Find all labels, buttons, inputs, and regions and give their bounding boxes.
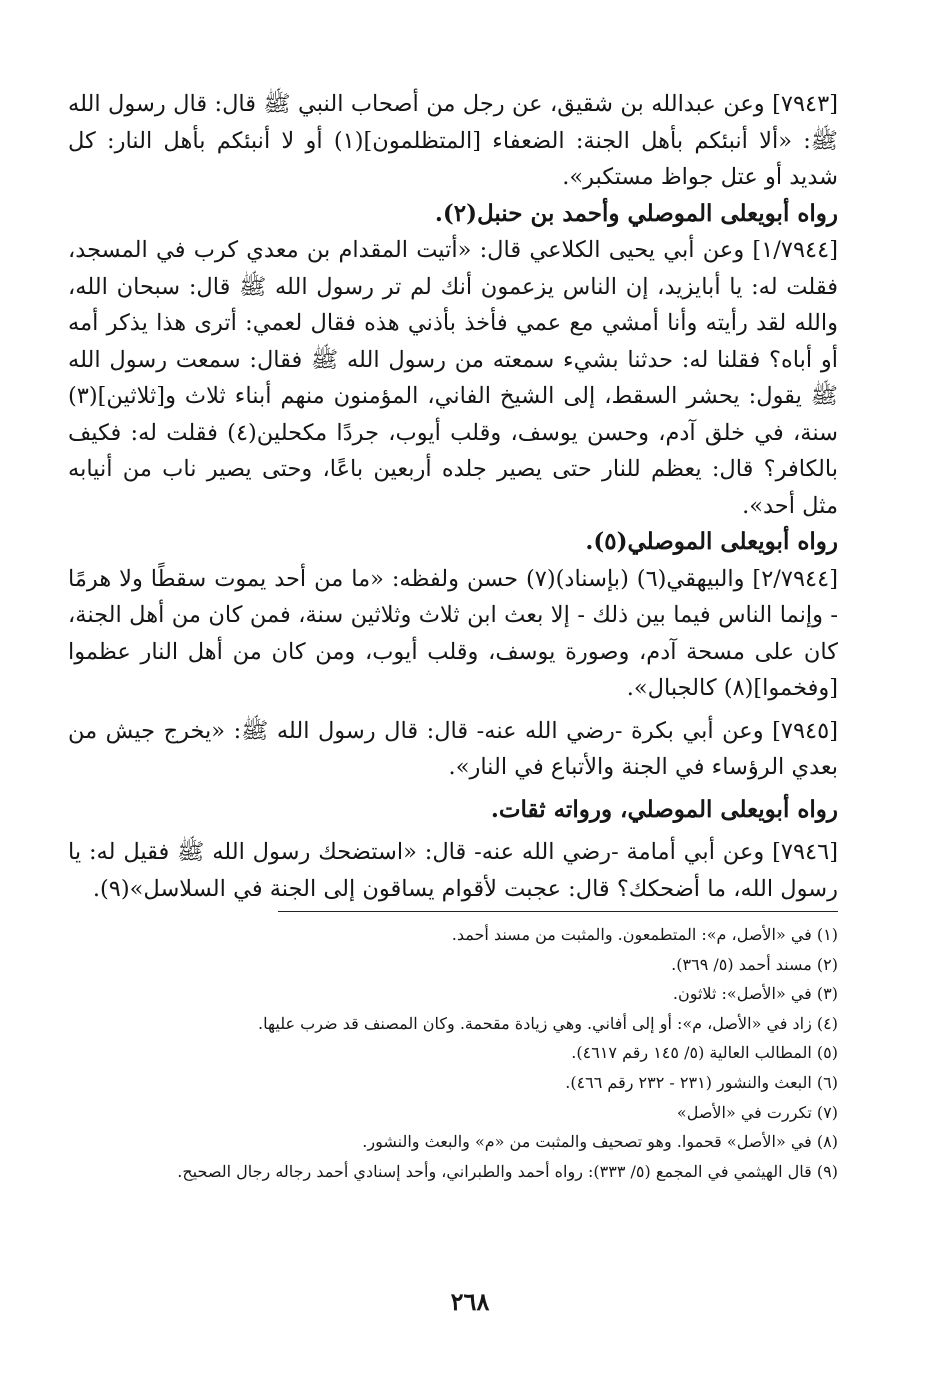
footnote-4: (٤) زاد في «الأصل، م»: أو إلى أفاني. وهي زيادة مقحمة. وكان المصنف قد ضرب عليها. (258, 1013, 838, 1033)
hadith-7944-2-text: [٢/٧٩٤٤] والبيهقي(٦) (بإسناد)(٧) حسن ولفظه: «ما من أحد يموت سقطًا ولا هرمًا - وإنما الناس فيما بين ذلك - إلا بعث ابن ثلاث وثلاثين سنة، فمن كان من أهل الجنة، كان على مسحة آدم، وصورة يوسف، وقلب أيوب، ومن كان من أهل النار عظموا [وفخموا](٨) كالجبال». (68, 565, 838, 701)
page-body (68, 86, 838, 1186)
footnote-separator (278, 911, 838, 912)
hadith-7944-1-text: [١/٧٩٤٤] وعن أبي يحيى الكلاعي قال: «أتيت المقدام بن معدي كرب في المسجد، فقلت له: يا أبايزيد، إن الناس يزعمون أنك لم تر رسول الله ﷺ قال: سبحان الله، والله لقد رأيته وأنا أمشي مع عمي فأخذ بأذني هذه فقال لعمي: أترى هذا يذكر أمه أو أباه؟ فقلنا له: حدثنا بشيء سمعته من رسول الله ﷺ فقال: سمعت رسول الله ﷺ يقول: يحشر السقط، إلى الشيخ الفاني، المؤمنون منهم أبناء ثلاث و[ثلاثين](٣) سنة، في خلق آدم، وحسن يوسف، وقلب أيوب، جردًا مكحلين(٤) فقلت له: فكيف بالكافر؟ قال: يعظم للنار حتى يصير جلده أربعين باعًا، وحتى يصير ناب من أنيابه مثل أحد». (68, 237, 838, 519)
footnote-7: (٧) تكررت في «الأصل» (676, 1102, 838, 1122)
hadith-7946-text: [٧٩٤٦] وعن أبي أمامة -رضي الله عنه- قال: «استضحك رسول الله ﷺ فقيل له: يا رسول الله، ما أضحكك؟ قال: عجبت لأقوام يساقون إلى الجنة في السلاسل»(٩). (68, 839, 838, 902)
hadith-7944-1-source: رواه أبويعلى الموصلي(٥). (585, 528, 838, 555)
hadith-7945-text: [٧٩٤٥] وعن أبي بكرة -رضي الله عنه- قال: قال رسول الله ﷺ: «يخرج جيش من بعدي الرؤساء في الجنة والأتباع في النار». (68, 717, 838, 780)
footnote-8: (٨) في «الأصل» قحموا. وهو تصحيف والمثبت من «م» والبعث والنشور. (362, 1132, 838, 1152)
hadith-7945-source: رواه أبويعلى الموصلي، ورواته ثقات. (490, 795, 838, 823)
footnote-3: (٣) في «الأصل»: ثلاثون. (672, 984, 838, 1004)
footnote-1: (١) في «الأصل، م»: المتطمعون. والمثبت من مسند أحمد. (451, 925, 838, 944)
hadith-7943-text: [٧٩٤٣] وعن عبدالله بن شقيق، عن رجل من أصحاب النبي ﷺ قال: قال رسول الله ﷺ: «ألا أنبئكم بأهل الجنة: الضعفاء [المتظلمون](١) أو لا أنبئكم بأهل النار: كل شديد أو عتل جواظ مستكبر». (68, 91, 838, 190)
footnote-6: (٦) البعث والنشور (٢٣١ - ٢٣٢ رقم ٤٦٦). (565, 1072, 838, 1092)
hadith-7943-source: رواه أبويعلى الموصلي وأحمد بن حنبل(٢). (434, 199, 838, 227)
page-number: ٢٦٨ (450, 1287, 490, 1316)
footnotes (68, 920, 838, 1186)
footnote-2: (٢) مسند أحمد (٥/ ٣٦٩). (671, 954, 838, 974)
footnote-9: (٩) قال الهيثمي في المجمع (٥/ ٣٣٣): رواه أحمد والطبراني، وأحد إسنادي أحمد رجاله رجال الصحيح. (177, 1161, 838, 1181)
footnote-5: (٥) المطالب العالية (٥/ ١٤٥ رقم ٤٦١٧). (571, 1043, 838, 1063)
